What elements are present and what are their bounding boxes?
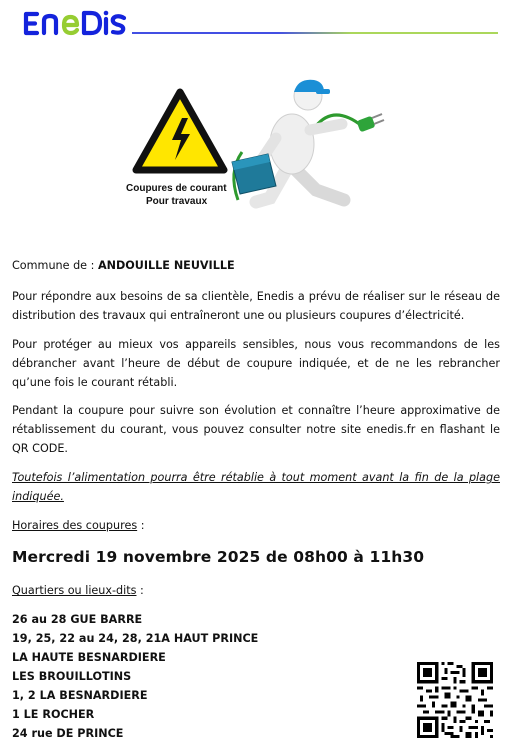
location-item: 1 LE ROCHER (12, 708, 95, 721)
hero-caption-line2: Pour travaux (146, 196, 208, 207)
location-item: 1, 2 LA BESNARDIERE (12, 689, 148, 702)
location-item: LA HAUTE BESNARDIERE (12, 651, 166, 664)
location-item: LES BROUILLOTINS (12, 670, 132, 683)
locations-label: Quartiers ou lieux-dits (12, 584, 137, 597)
schedule-suffix: : (137, 519, 145, 532)
paragraph-restore-notice: Toutefois l’alimentation pourra être rétablie à tout moment avant la fin de la plage indiquée. (12, 471, 500, 503)
location-item: 19, 25, 22 au 24, 28, 21A HAUT PRINCE (12, 632, 259, 645)
location-item: 26 au 28 GUE BARRE (12, 613, 143, 626)
worker-with-plug-icon (232, 80, 384, 202)
qr-code-icon[interactable] (417, 662, 493, 738)
commune-name: ANDOUILLE NEUVILLE (97, 259, 235, 272)
commune-line (12, 257, 500, 276)
header-divider (132, 32, 498, 34)
warning-electricity-icon (136, 92, 224, 170)
outage-date: Mercredi 19 novembre 2025 de 08h00 à 11h30 (12, 548, 425, 566)
locations-suffix: : (136, 584, 144, 597)
commune-label: Commune de : (12, 259, 98, 272)
location-item: 24 rue DE PRINCE (12, 727, 124, 740)
hero-illustration (120, 78, 390, 218)
paragraph-advice: Pour protéger au mieux vos appareils sensibles, nous vous recommandons de les débrancher avant l’heure de début de coupure indiquée, et de ne les rebrancher qu’une fois le courant rétabli. (12, 338, 500, 389)
paragraph-intro: Pour répondre aux besoins de sa clientèle, Enedis a prévu de réaliser sur le réseau de distribution des travaux qui entraîneront une ou plusieurs coupures d’électricité. (12, 290, 500, 322)
locations-heading (12, 582, 500, 601)
paragraph-tracking: Pendant la coupure pour suivre son évolution et connaître l’heure approximative de rétablissement du courant, vous pouvez consulter notre site enedis.fr en flashant le QR CODE. (12, 404, 500, 455)
hero-caption-line1: Coupures de courant (126, 183, 227, 194)
schedule-label: Horaires des coupures (12, 519, 138, 532)
enedis-logo (22, 8, 128, 38)
schedule-heading (12, 517, 500, 536)
